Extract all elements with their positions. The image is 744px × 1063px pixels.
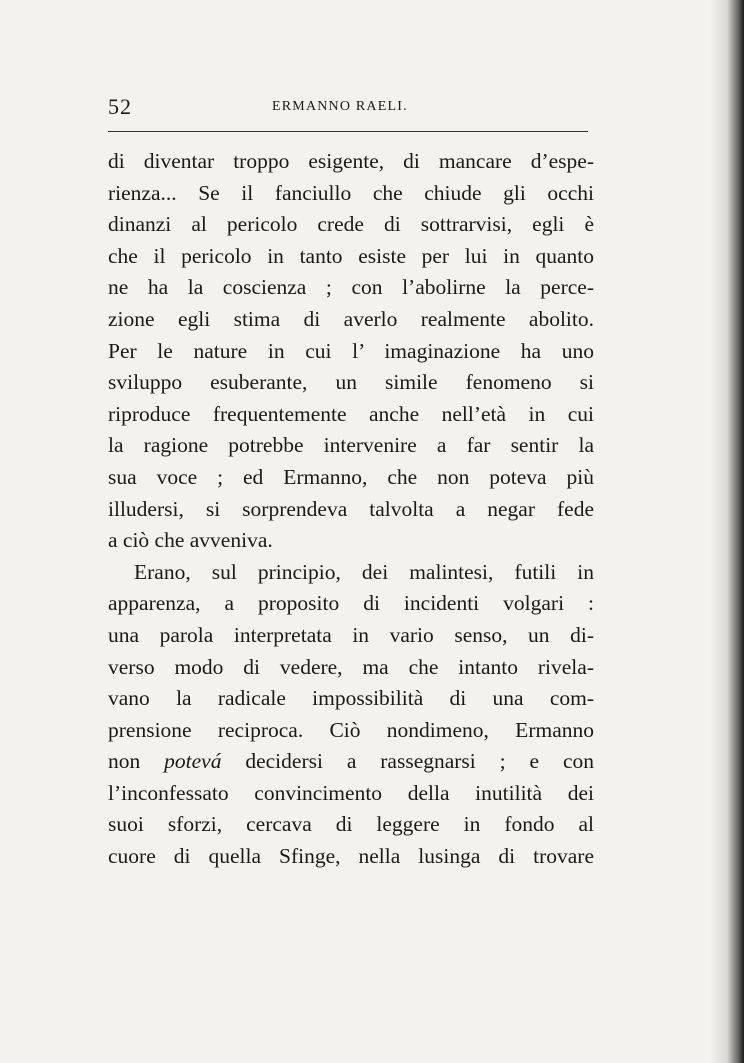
text-line: vano la radicale impossibilità di una com- xyxy=(108,686,594,711)
paragraph-end-line: a ciò che avveniva. xyxy=(108,528,273,553)
text-line: l’inconfessato convincimento della inutilità dei xyxy=(108,780,594,805)
text-line: zione egli stima di averlo realmente abolito. xyxy=(108,306,594,331)
text-line: dinanzi al pericolo crede di sottrarvisi, egli è xyxy=(108,212,594,237)
text-line: verso modo di vedere, ma che intanto rivela- xyxy=(108,654,594,679)
italic-word: potevá xyxy=(164,749,222,774)
body-text xyxy=(108,146,594,873)
header-rule xyxy=(108,131,588,132)
text-line: prensione reciproca. Ciò nondimeno, Ermanno xyxy=(108,717,594,742)
text-fragment: decidersi a rassegnarsi ; e con xyxy=(221,749,594,774)
text-line: la ragione potrebbe intervenire a far sentir la xyxy=(108,433,594,458)
text-line: Per le nature in cui l’ imaginazione ha uno xyxy=(108,338,594,363)
text-line: rienza... Se il fanciullo che chiude gli occhi xyxy=(108,180,594,205)
text-line: apparenza, a proposito di incidenti volgari : xyxy=(108,591,594,616)
text-line-with-italic xyxy=(108,746,594,778)
text-line: sua voce ; ed Ermanno, che non poteva più xyxy=(108,464,594,489)
text-line: sviluppo esuberante, un simile fenomeno si xyxy=(108,370,594,395)
page-header xyxy=(108,94,588,124)
text-fragment: non xyxy=(108,749,165,774)
text-line: riproduce frequentemente anche nell’età in cui xyxy=(108,401,594,426)
text-line: ne ha la coscienza ; con l’abolirne la perce- xyxy=(108,275,594,300)
running-title: ERMANNO RAELI. xyxy=(272,99,408,114)
text-line: illudersi, si sorprendeva talvolta a negar fede xyxy=(108,496,594,521)
text-line: una parola interpretata in vario senso, un di- xyxy=(108,622,594,647)
text-line: suoi sforzi, cercava di leggere in fondo al xyxy=(108,812,594,837)
text-line: cuore di quella Sfinge, nella lusinga di trovare xyxy=(108,844,594,869)
page-number: 52 xyxy=(108,94,132,119)
text-line: che il pericolo in tanto esiste per lui in quanto xyxy=(108,243,594,268)
page-edge-shadow xyxy=(710,0,744,1063)
text-line: di diventar troppo esigente, di mancare d’espe- xyxy=(108,149,594,173)
paragraph-start-line: Erano, sul principio, dei malintesi, futili in xyxy=(134,559,594,584)
